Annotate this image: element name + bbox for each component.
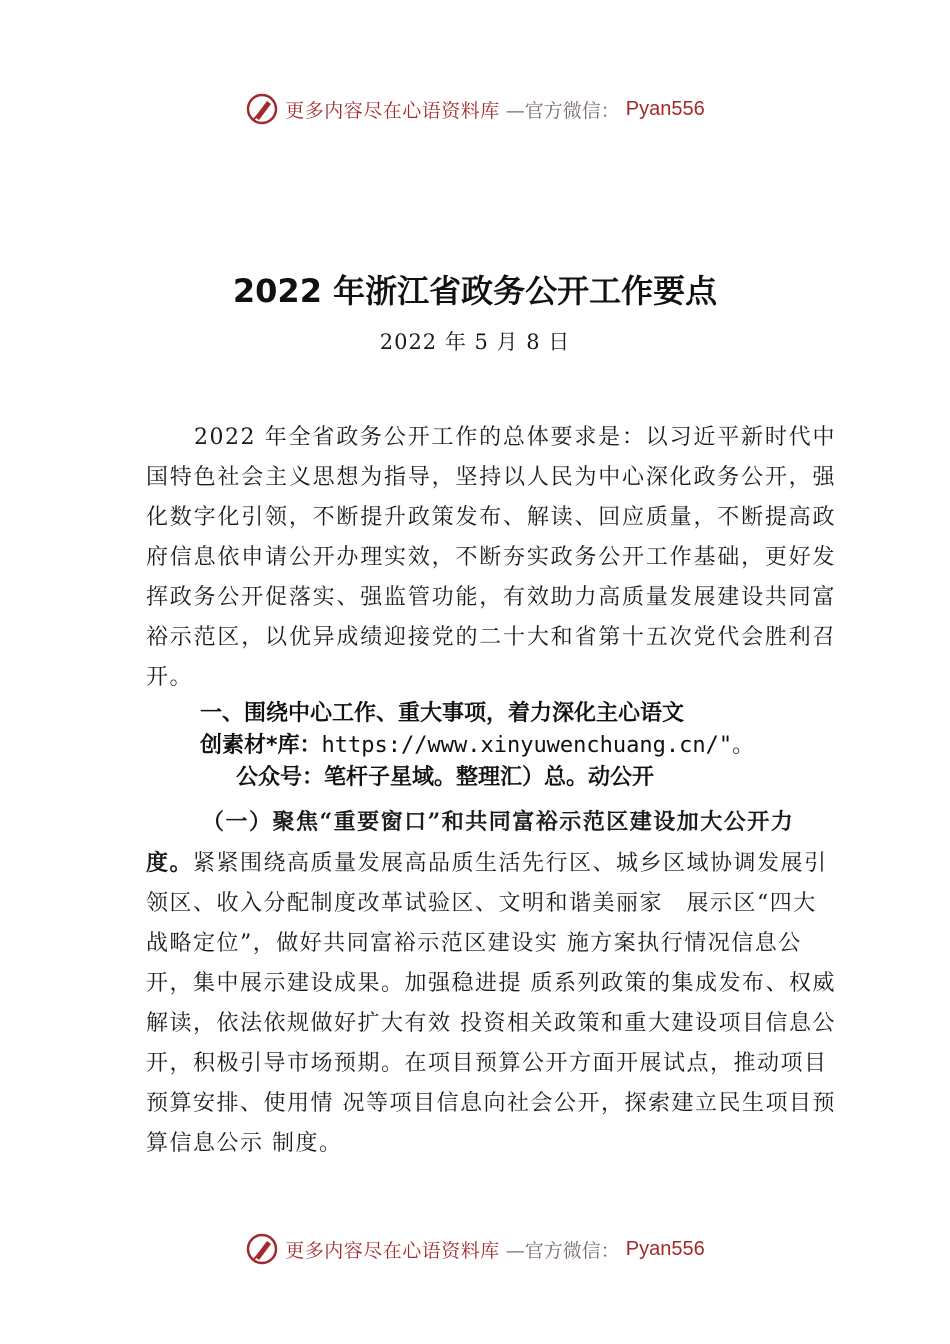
watermark-id: Pyan556 [625, 1237, 705, 1260]
heading-1 [146, 698, 836, 794]
section-1-text: 紧紧围绕高质量发展高品质生活先行区、城乡区域协调发展引领区、收入分配制度改革试验区、文明和谐美丽家 展示区“四大战略定位”，做好共同富裕示范区建设实 施方案执行情况信息公开，集中展示建设成果。加强稳进提 质系列政策的集成发布、权威解读，依法依规做好扩大有效 投资相关政策和重大建设项目信息公开，积极引导市场预期。在项目预算公开方面开展试点，推动项目预算安排、使用情 况等项目信息向社会公开，探索建立民生项目预算信息公示 制度。 [146, 851, 836, 1156]
heading-1-line2 [146, 730, 836, 762]
pen-nib-logo-icon [245, 1232, 279, 1266]
heading-1-line2-prefix: 创素材*库： [200, 733, 322, 758]
intro-paragraph: 2022 年全省政务公开工作的总体要求是：以习近平新时代中国特色社会主义思想为指导，坚持以人民为中心深化政务公开，强化数字化引领，不断提升政策发布、解读、回应质量，不断提高政府信息依申请公开办理实效，不断夯实政务公开工作基础，更好发挥政务公开促落实、强监管功能，有效助力高质量发展建设共同富裕示范区，以优异成绩迎接党的二十大和省第十五次党代会胜利召开。 [146, 425, 836, 690]
watermark-header [0, 92, 950, 126]
section-1-paragraph [146, 802, 836, 1164]
watermark-separator: —官方微信： [505, 1239, 620, 1262]
heading-1-url: https://www.xinyuwenchuang.cn/"。 [321, 733, 755, 758]
watermark-footer [0, 1232, 950, 1266]
heading-1-line1: 一、围绕中心工作、重大事项，着力深化主心语文 [200, 701, 685, 726]
watermark-id: Pyan556 [625, 97, 705, 120]
watermark-text: 更多内容尽在心语资料库 [285, 99, 500, 122]
heading-1-line3: 公众号：笔杆子星域。整理汇）总。动公开 [236, 765, 655, 790]
pen-nib-logo-icon [245, 92, 279, 126]
section-1-heading: （一）聚焦“重要窗口”和共同富裕示范区建设加大公开力度。 [146, 809, 795, 876]
document-title: 2022 年浙江省政务公开工作要点 [232, 272, 718, 310]
watermark-text: 更多内容尽在心语资料库 [285, 1239, 500, 1262]
document-date: 2022 年 5 月 8 日 [379, 330, 571, 354]
document-body [146, 418, 836, 1164]
watermark-separator: —官方微信： [505, 99, 620, 122]
